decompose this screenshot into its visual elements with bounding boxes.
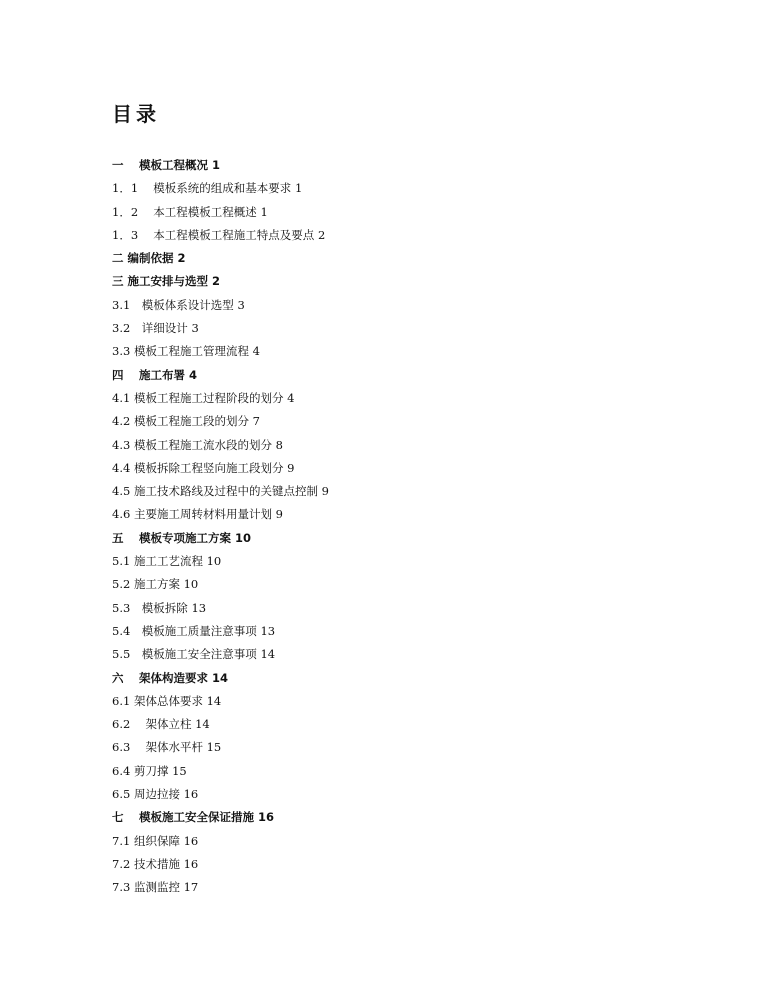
toc-section-entry[interactable]: 7.1 组织保障 16 [112, 833, 199, 848]
toc-section-entry[interactable]: 5.4 模板施工质量注意事项 13 [112, 623, 276, 638]
toc-chapter-entry[interactable]: 五 模板专项施工方案 10 [112, 530, 252, 545]
toc-section-entry[interactable]: 4.2 模板工程施工段的划分 7 [112, 414, 260, 429]
toc-chapter-entry[interactable]: 七 模板施工安全保证措施 16 [112, 810, 275, 825]
toc-section-entry[interactable]: 5.5 模板施工安全注意事项 14 [112, 647, 276, 662]
toc-section-entry[interactable]: 4.6 主要施工周转材料用量计划 9 [112, 507, 283, 522]
toc-section-entry[interactable]: 1．1 模板系统的组成和基本要求 1 [112, 181, 303, 196]
toc-section-entry[interactable]: 4.1 模板工程施工过程阶段的划分 4 [112, 390, 295, 405]
toc-title: 目录 [112, 102, 160, 126]
toc-section-entry[interactable]: 4.4 模板拆除工程竖向施工段划分 9 [112, 460, 295, 475]
toc-section-entry[interactable]: 3.1 模板体系设计选型 3 [112, 297, 245, 312]
toc-section-entry[interactable]: 3.3 模板工程施工管理流程 4 [112, 344, 260, 359]
toc-section-entry[interactable]: 4.3 模板工程施工流水段的划分 8 [112, 437, 283, 452]
toc-chapter-entry[interactable]: 四 施工布署 4 [112, 367, 198, 382]
toc-section-entry[interactable]: 4.5 施工技术路线及过程中的关键点控制 9 [112, 484, 329, 499]
toc-chapter-entry[interactable]: 一 模板工程概况 1 [112, 158, 221, 172]
toc-chapter-entry[interactable]: 二 编制依据 2 [112, 251, 186, 266]
toc-chapter-entry[interactable]: 六 架体构造要求 14 [112, 670, 229, 685]
toc-section-entry[interactable]: 5.3 模板拆除 13 [112, 600, 207, 615]
toc-section-entry[interactable]: 5.1 施工工艺流程 10 [112, 554, 222, 569]
table-of-contents [112, 154, 672, 900]
toc-section-entry[interactable]: 6.1 架体总体要求 14 [112, 693, 222, 708]
toc-section-entry[interactable]: 1．3 本工程模板工程施工特点及要点 2 [112, 227, 326, 242]
toc-section-entry[interactable]: 6.5 周边拉接 16 [112, 787, 199, 802]
toc-section-entry[interactable]: 3.2 详细设计 3 [112, 321, 199, 336]
toc-chapter-entry[interactable]: 三 施工安排与选型 2 [112, 274, 221, 289]
toc-section-entry[interactable]: 7.3 监测监控 17 [112, 880, 199, 895]
toc-section-entry[interactable]: 6.4 剪刀撑 15 [112, 763, 187, 778]
toc-section-entry[interactable]: 7.2 技术措施 16 [112, 856, 199, 871]
toc-section-entry[interactable]: 5.2 施工方案 10 [112, 577, 199, 592]
toc-section-entry[interactable]: 6.2 架体立柱 14 [112, 717, 210, 732]
toc-section-entry[interactable]: 6.3 架体水平杆 15 [112, 740, 222, 755]
toc-section-entry[interactable]: 1．2 本工程模板工程概述 1 [112, 204, 268, 219]
